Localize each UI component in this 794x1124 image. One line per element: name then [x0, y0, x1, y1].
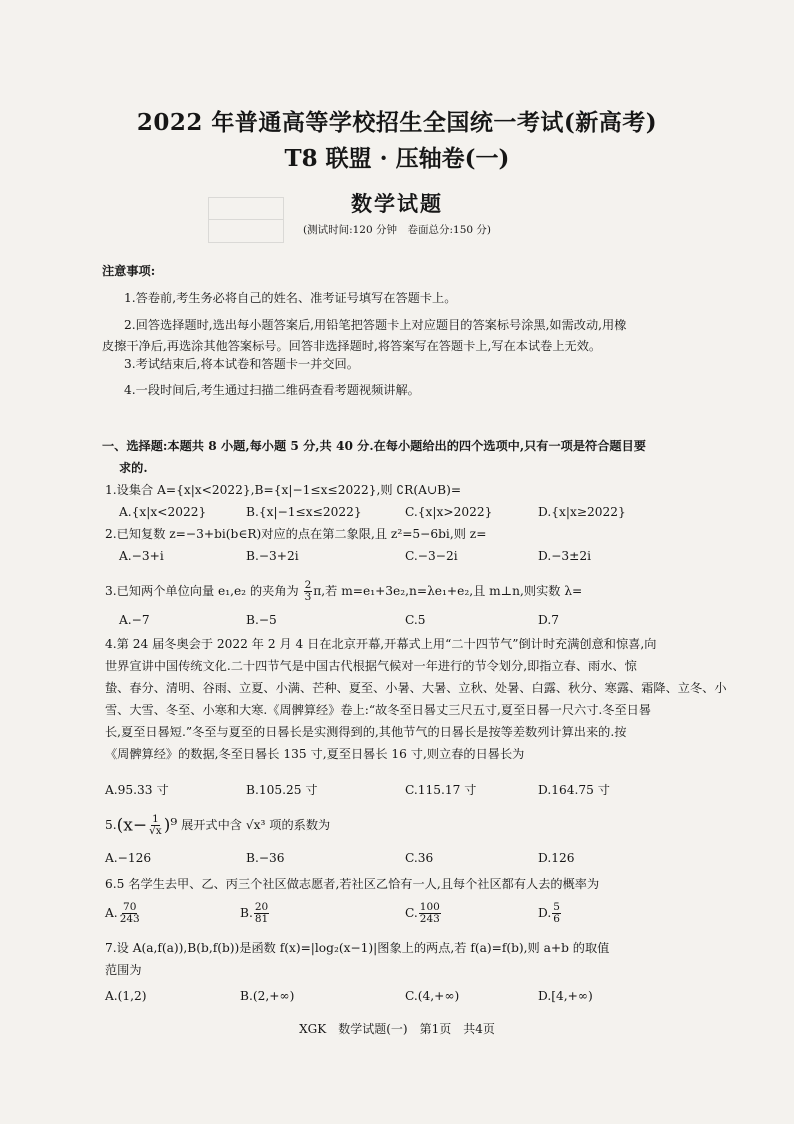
option-b: B.−36 [246, 851, 285, 865]
option-label: D. [538, 906, 552, 920]
option-d: D.126 [538, 851, 575, 865]
fraction [148, 814, 163, 837]
question-stem [105, 580, 582, 603]
question-line: 4.第 24 届冬奥会于 2022 年 2 月 4 日在北京开幕,开幕式上用“二十四节气”倒计时充满创意和惊喜,向 [105, 637, 657, 651]
question-line: 雪、大雪、冬至、小寒和大寒.《周髀算经》卷上:“故冬至日晷丈三尺五寸,夏至日晷一尺六寸.冬至日晷 [105, 703, 652, 717]
fraction-numerator: 20 [254, 901, 269, 913]
option-c: C.(4,+∞) [405, 989, 460, 1003]
stem-part: 展开式中含 √x³ 项的系数为 [181, 818, 331, 832]
option-d: D.7 [538, 613, 559, 627]
option-b: B.105.25 寸 [246, 783, 318, 797]
fraction-numerator: 2 [304, 579, 312, 591]
fraction-denominator: 243 [119, 913, 140, 925]
option-c: C.115.17 寸 [405, 783, 477, 797]
page-footer: XGK 数学试题(一) 第1页 共4页 [299, 1022, 495, 1036]
option-label: B. [240, 906, 253, 920]
option-c: C.5 [405, 613, 426, 627]
fraction-numerator: 100 [419, 901, 440, 913]
stem-part: π,若 m=e₁+3e₂,n=λe₁+e₂,且 m⊥n,则实数 λ= [313, 584, 583, 598]
fraction-denominator: 6 [553, 913, 560, 925]
question-line: 蛰、春分、清明、谷雨、立夏、小满、芒种、夏至、小暑、大暑、立秋、处暑、白露、秋分、寒露、霜降、立冬、小 [105, 681, 727, 695]
option-c: C.{x|x>2022} [405, 505, 493, 519]
option-b: B.{x|−1≤x≤2022} [246, 505, 362, 519]
option-a: A.(1,2) [105, 989, 147, 1003]
fraction-numerator: 1 [152, 813, 159, 825]
fraction [419, 902, 441, 925]
fraction-numerator: 5 [553, 901, 560, 913]
fraction-numerator: 70 [123, 901, 137, 913]
option-d: D.[4,+∞) [538, 989, 593, 1003]
option-label: C. [405, 906, 418, 920]
option-a [105, 902, 142, 925]
fraction-denominator: √x [149, 825, 162, 837]
fraction-denominator: 3 [304, 591, 312, 603]
fraction [119, 902, 141, 925]
note-item: 皮擦干净后,再选涂其他答案标号。回答非选择题时,将答案写在答题卡上,写在本试卷上无效。 [102, 339, 602, 353]
subject-title: 数学试题 [351, 191, 443, 216]
exam-info: (测试时间:120 分钟 卷面总分:150 分) [302, 224, 492, 236]
question-line: 世界宣讲中国传统文化.二十四节气是中国古代根据气候对一年进行的节令划分,即指立春、雨水、惊 [105, 659, 637, 673]
option-b: B.−5 [246, 613, 277, 627]
option-a: A.−3+i [119, 549, 164, 563]
note-item: 1.答卷前,考生务必将自己的姓名、准考证号填写在答题卡上。 [124, 291, 457, 305]
option-b: B.(2,+∞) [240, 989, 295, 1003]
option-d: D.{x|x≥2022} [538, 505, 626, 519]
fraction-denominator: 81 [254, 913, 269, 925]
question-line: 长,夏至日晷短.”冬至与夏至的日晷长是实测得到的,其他节气的日晷长是按等差数列计算出来的.按 [105, 725, 627, 739]
expr-part: (x− [116, 815, 148, 836]
question-stem [105, 814, 330, 837]
exam-subtitle: T8 联盟 · 压轴卷(一) [284, 145, 510, 172]
option-c: C.36 [405, 851, 434, 865]
option-a: A.{x|x<2022} [119, 505, 207, 519]
question-stem: 7.设 A(a,f(a)),B(b,f(b))是函数 f(x)=|log₂(x−1)|图象上的两点,若 f(a)=f(b),则 a+b 的取值 [105, 941, 610, 955]
expr-part: )⁹ [163, 815, 178, 836]
option-b [240, 902, 270, 925]
section-heading-cont: 求的. [119, 461, 148, 475]
option-c [405, 902, 442, 925]
question-stem: 6.5 名学生去甲、乙、丙三个社区做志愿者,若社区乙恰有一人,且每个社区都有人去的概率为 [105, 877, 600, 891]
stem-part: 5. [105, 818, 117, 832]
question-line: 《周髀算经》的数据,冬至日晷长 135 寸,夏至日晷长 16 寸,则立春的日晷长为 [105, 747, 525, 761]
question-stem: 2.已知复数 z=−3+bi(b∈R)对应的点在第二象限,且 z²=5−6bi,则 z= [105, 527, 487, 541]
fraction [304, 580, 313, 603]
note-item: 2.回答选择题时,选出每小题答案后,用铅笔把答题卡上对应题目的答案标号涂黑,如需改动,用橡 [124, 318, 627, 332]
question-stem-cont: 范围为 [105, 963, 142, 977]
option-d [538, 902, 562, 925]
section-heading: 一、选择题:本题共 8 小题,每小题 5 分,共 40 分.在每小题给出的四个选项中,只有一项是符合题目要 [102, 439, 646, 453]
notes-heading: 注意事项: [102, 264, 156, 278]
option-c: C.−3−2i [405, 549, 458, 563]
option-a: A.95.33 寸 [105, 783, 169, 797]
option-d: D.164.75 寸 [538, 783, 610, 797]
stem-part: 3.已知两个单位向量 e₁,e₂ 的夹角为 [105, 584, 299, 598]
fraction [254, 902, 269, 925]
note-item: 3.考试结束后,将本试卷和答题卡一并交回。 [124, 357, 359, 371]
option-a: A.−7 [119, 613, 150, 627]
fraction-denominator: 243 [419, 913, 440, 925]
option-label: A. [105, 906, 118, 920]
option-d: D.−3±2i [538, 549, 592, 563]
question-stem: 1.设集合 A={x|x<2022},B={x|−1≤x≤2022},则 ∁R(A∪B)= [105, 483, 462, 497]
fraction [552, 902, 561, 925]
option-a: A.−126 [105, 851, 152, 865]
note-item: 4.一段时间后,考生通过扫描二维码查看考题视频讲解。 [124, 383, 420, 397]
option-b: B.−3+2i [246, 549, 299, 563]
exam-title: 2022 年普通高等学校招生全国统一考试(新高考) [136, 109, 658, 136]
